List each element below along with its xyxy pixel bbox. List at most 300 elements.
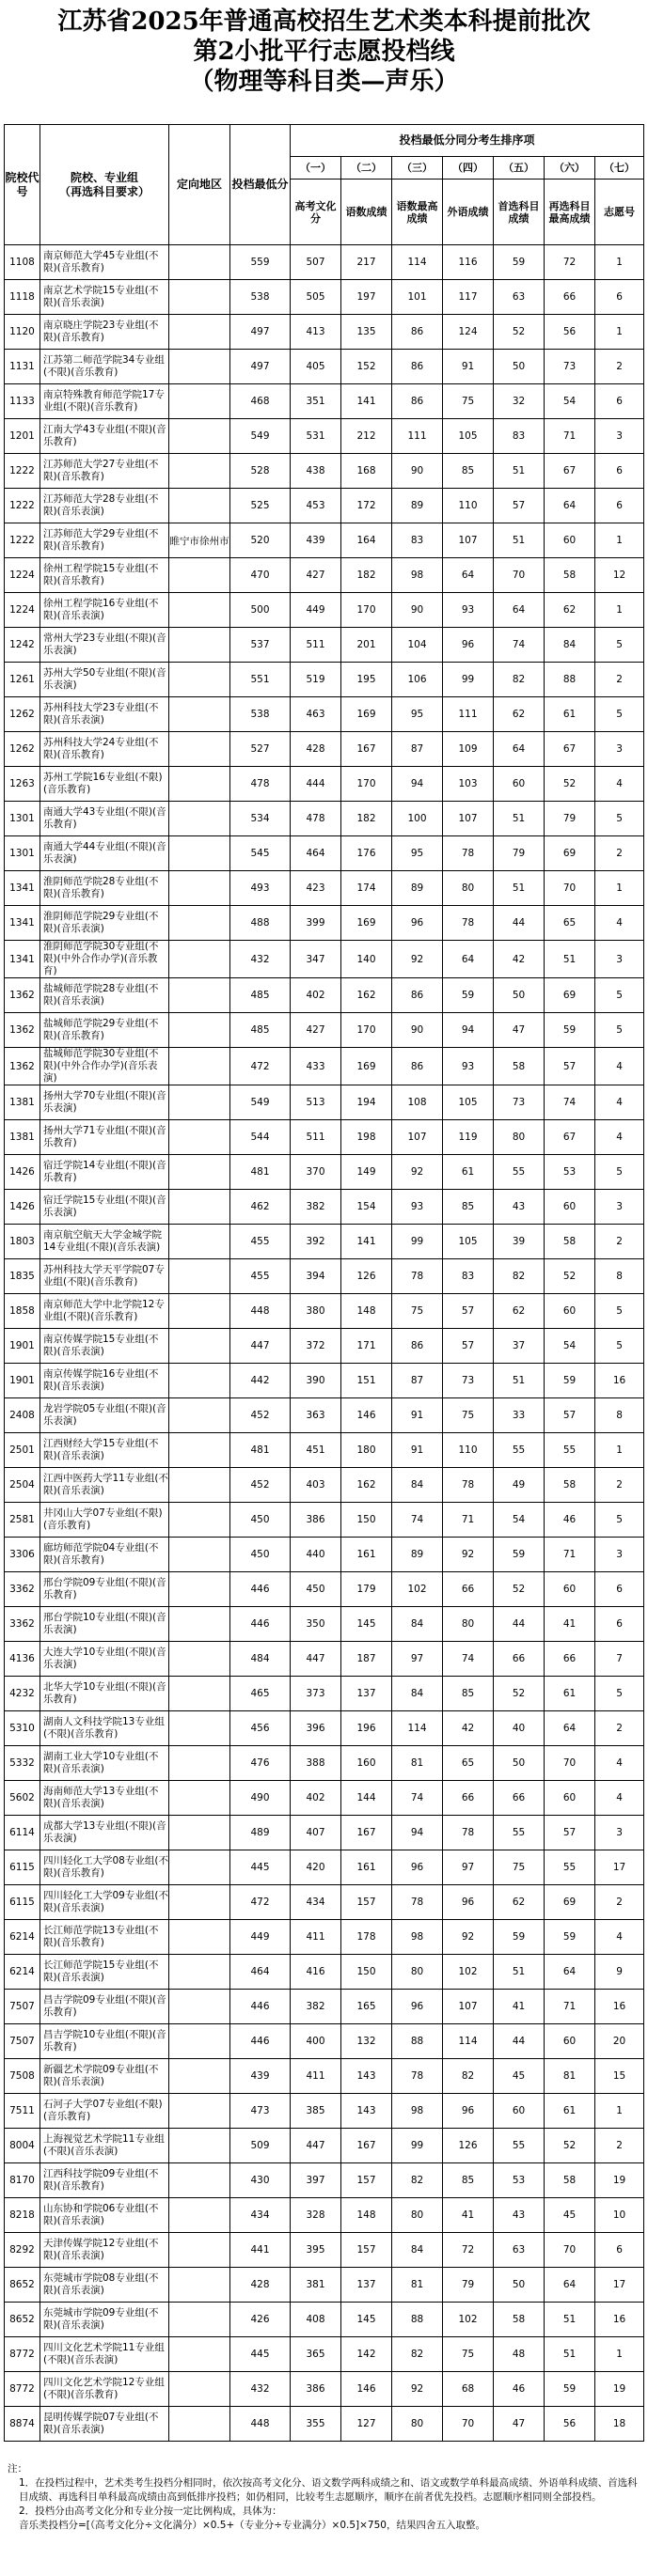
cell-c1: 531 <box>291 419 341 454</box>
cell-code: 1362 <box>5 1013 40 1048</box>
header-name <box>40 125 169 245</box>
cell-region <box>169 1711 230 1746</box>
cell-c7: 5 <box>595 697 644 732</box>
cell-c7: 5 <box>595 1013 644 1048</box>
cell-c5: 50 <box>494 2268 545 2303</box>
cell-c7: 3 <box>595 732 644 767</box>
cell-name: 淮阴师范学院29专业组(不限)(音乐表演) <box>40 906 169 941</box>
cell-region <box>169 871 230 906</box>
table-row <box>5 523 644 558</box>
cell-c1: 438 <box>291 454 341 489</box>
cell-name: 四川文化艺术学院12专业组(不限)(音乐教育) <box>40 2372 169 2407</box>
cell-c7: 5 <box>595 802 644 836</box>
cell-name: 长江师范学院13专业组(不限)(音乐教育) <box>40 1920 169 1955</box>
cell-c6: 64 <box>545 1711 595 1746</box>
cell-c3: 96 <box>392 906 443 941</box>
cell-score: 455 <box>230 1259 291 1294</box>
cell-score: 544 <box>230 1120 291 1155</box>
cell-c5: 75 <box>494 1850 545 1885</box>
cell-c5: 45 <box>494 2059 545 2094</box>
cell-c5: 55 <box>494 1433 545 1468</box>
cell-c7: 1 <box>595 593 644 628</box>
cell-c3: 92 <box>392 941 443 978</box>
cell-score: 450 <box>230 1503 291 1538</box>
cell-c2: 145 <box>341 2303 392 2337</box>
cell-region <box>169 1398 230 1433</box>
header-sublabel-7: 志愿号 <box>595 180 644 245</box>
cell-c4: 85 <box>443 2163 494 2198</box>
cell-name: 江南大学43专业组(不限)(音乐教育) <box>40 419 169 454</box>
table-row <box>5 489 644 523</box>
cell-c2: 145 <box>341 1607 392 1642</box>
cell-region <box>169 1781 230 1816</box>
cell-c2: 168 <box>341 454 392 489</box>
cell-c5: 59 <box>494 245 545 280</box>
cell-c5: 48 <box>494 2337 545 2372</box>
cell-c6: 74 <box>545 1085 595 1120</box>
cell-region <box>169 2233 230 2268</box>
cell-score: 485 <box>230 978 291 1013</box>
table-row <box>5 1225 644 1259</box>
cell-code: 1341 <box>5 941 40 978</box>
cell-c1: 464 <box>291 836 341 871</box>
cell-c4: 41 <box>443 2198 494 2233</box>
cell-name: 南京传媒学院15专业组(不限)(音乐表演) <box>40 1329 169 1364</box>
cell-c4: 94 <box>443 1013 494 1048</box>
cell-c7: 2 <box>595 1225 644 1259</box>
cell-c3: 89 <box>392 1538 443 1572</box>
cell-c4: 114 <box>443 2024 494 2059</box>
cell-c1: 433 <box>291 1048 341 1085</box>
cell-code: 1222 <box>5 523 40 558</box>
cell-c1: 411 <box>291 1920 341 1955</box>
cell-c6: 64 <box>545 2268 595 2303</box>
cell-region <box>169 1120 230 1155</box>
cell-c5: 40 <box>494 1711 545 1746</box>
cell-c2: 172 <box>341 489 392 523</box>
cell-c4: 105 <box>443 1085 494 1120</box>
cell-c7: 4 <box>595 906 644 941</box>
cell-c3: 86 <box>392 1329 443 1364</box>
cell-c3: 99 <box>392 1225 443 1259</box>
cell-name: 昆明传媒学院07专业组(不限)(音乐表演) <box>40 2407 169 2442</box>
cell-c5: 83 <box>494 419 545 454</box>
cell-score: 472 <box>230 1885 291 1920</box>
cell-region <box>169 2268 230 2303</box>
cell-c3: 107 <box>392 1120 443 1155</box>
cell-name: 江苏师范大学28专业组(不限)(音乐表演) <box>40 489 169 523</box>
cell-c6: 71 <box>545 1990 595 2024</box>
cell-code: 6214 <box>5 1920 40 1955</box>
cell-c5: 52 <box>494 315 545 350</box>
cell-c3: 94 <box>392 767 443 802</box>
cell-c1: 385 <box>291 2094 341 2129</box>
cell-code: 5332 <box>5 1746 40 1781</box>
table-row <box>5 978 644 1013</box>
cell-score: 432 <box>230 2372 291 2407</box>
cell-name: 昌吉学院09专业组(不限)(音乐教育) <box>40 1990 169 2024</box>
cell-score: 473 <box>230 2094 291 2129</box>
page-title-line-2: 第2小批平行志愿投档线 <box>193 38 455 66</box>
cell-score: 439 <box>230 2059 291 2094</box>
cell-c1: 380 <box>291 1294 341 1329</box>
table-row <box>5 628 644 663</box>
cell-region <box>169 1850 230 1885</box>
cell-c1: 386 <box>291 1503 341 1538</box>
table-row <box>5 315 644 350</box>
cell-c2: 169 <box>341 697 392 732</box>
table-row <box>5 1085 644 1120</box>
table-row <box>5 558 644 593</box>
cell-code: 8218 <box>5 2198 40 2233</box>
cell-score: 489 <box>230 1816 291 1850</box>
table-row <box>5 1503 644 1538</box>
cell-name: 南通大学44专业组(不限)(音乐表演) <box>40 836 169 871</box>
cell-c5: 52 <box>494 1572 545 1607</box>
cell-c4: 78 <box>443 1468 494 1503</box>
cell-c4: 71 <box>443 1503 494 1538</box>
cell-c3: 84 <box>392 2233 443 2268</box>
cell-c6: 60 <box>545 1190 595 1225</box>
cell-c5: 44 <box>494 2024 545 2059</box>
cell-score: 488 <box>230 906 291 941</box>
cell-c2: 150 <box>341 1955 392 1990</box>
cell-c2: 170 <box>341 1013 392 1048</box>
cell-c7: 1 <box>595 245 644 280</box>
cell-code: 1803 <box>5 1225 40 1259</box>
cell-c4: 107 <box>443 523 494 558</box>
cell-score: 452 <box>230 1398 291 1433</box>
cell-c3: 95 <box>392 836 443 871</box>
cell-region <box>169 593 230 628</box>
cell-c2: 135 <box>341 315 392 350</box>
cell-c5: 44 <box>494 1607 545 1642</box>
cell-c7: 16 <box>595 1364 644 1398</box>
cell-c6: 67 <box>545 1120 595 1155</box>
cell-c4: 61 <box>443 1155 494 1190</box>
table-row <box>5 1955 644 1990</box>
cell-c7: 3 <box>595 941 644 978</box>
cell-score: 500 <box>230 593 291 628</box>
cell-name: 四川轻化工大学08专业组(不限)(音乐教育) <box>40 1850 169 1885</box>
header-region: 定向地区 <box>169 125 230 245</box>
cell-c2: 146 <box>341 2372 392 2407</box>
cell-c4: 91 <box>443 350 494 384</box>
cell-score: 446 <box>230 2024 291 2059</box>
cell-c4: 78 <box>443 1816 494 1850</box>
cell-code: 1362 <box>5 1048 40 1085</box>
cell-code: 7508 <box>5 2059 40 2094</box>
cell-c2: 126 <box>341 1259 392 1294</box>
cell-code: 3306 <box>5 1538 40 1572</box>
cell-c5: 55 <box>494 1816 545 1850</box>
cell-c4: 65 <box>443 1746 494 1781</box>
cell-c7: 1 <box>595 315 644 350</box>
cell-code: 1262 <box>5 732 40 767</box>
cell-name: 苏州科技大学24专业组(不限)(音乐教育) <box>40 732 169 767</box>
cell-code: 1133 <box>5 384 40 419</box>
cell-c6: 51 <box>545 2303 595 2337</box>
cell-code: 2501 <box>5 1433 40 1468</box>
cell-c4: 75 <box>443 2337 494 2372</box>
cell-c1: 382 <box>291 1190 341 1225</box>
table-row <box>5 2337 644 2372</box>
cell-c6: 60 <box>545 523 595 558</box>
table-row <box>5 593 644 628</box>
cell-c5: 63 <box>494 2233 545 2268</box>
cell-c4: 85 <box>443 1190 494 1225</box>
cell-c2: 140 <box>341 941 392 978</box>
cell-c7: 6 <box>595 1607 644 1642</box>
cell-c3: 90 <box>392 593 443 628</box>
cell-score: 448 <box>230 2407 291 2442</box>
cell-code: 1222 <box>5 489 40 523</box>
cell-score: 476 <box>230 1746 291 1781</box>
table-row <box>5 1885 644 1920</box>
header-tiebreak-group: 投档最低分同分考生排序项 <box>291 125 644 157</box>
cell-name: 江西中医药大学11专业组(不限)(音乐表演) <box>40 1468 169 1503</box>
cell-c7: 3 <box>595 419 644 454</box>
table-row <box>5 2094 644 2129</box>
cell-region <box>169 1538 230 1572</box>
cell-c3: 93 <box>392 1190 443 1225</box>
cell-score: 445 <box>230 2337 291 2372</box>
cell-c3: 82 <box>392 2337 443 2372</box>
cell-code: 6115 <box>5 1885 40 1920</box>
table-row <box>5 2163 644 2198</box>
cell-c6: 57 <box>545 1398 595 1433</box>
table-row <box>5 1850 644 1885</box>
cell-c5: 60 <box>494 767 545 802</box>
cell-c4: 64 <box>443 941 494 978</box>
cell-c7: 6 <box>595 1572 644 1607</box>
cell-c2: 180 <box>341 1433 392 1468</box>
header-code: 院校代号 <box>5 125 40 245</box>
cell-c4: 75 <box>443 384 494 419</box>
cell-score: 445 <box>230 1850 291 1885</box>
cell-c2: 151 <box>341 1364 392 1398</box>
cell-c5: 44 <box>494 906 545 941</box>
cell-score: 545 <box>230 836 291 871</box>
cell-c4: 93 <box>443 1048 494 1085</box>
cell-c2: 170 <box>341 767 392 802</box>
cell-name: 江苏师范大学27专业组(不限)(音乐教育) <box>40 454 169 489</box>
cell-c5: 62 <box>494 697 545 732</box>
cell-c6: 52 <box>545 1259 595 1294</box>
cell-c3: 114 <box>392 245 443 280</box>
cell-c7: 19 <box>595 2372 644 2407</box>
cell-name: 江苏师范大学29专业组(不限)(音乐教育) <box>40 523 169 558</box>
cell-c3: 88 <box>392 2303 443 2337</box>
cell-c4: 117 <box>443 280 494 315</box>
table-row <box>5 350 644 384</box>
cell-c2: 143 <box>341 2059 392 2094</box>
header-subnum-2: （二） <box>341 157 392 180</box>
cell-region <box>169 1364 230 1398</box>
cell-c3: 81 <box>392 2268 443 2303</box>
cell-name: 江西财经大学15专业组(不限)(音乐表演) <box>40 1433 169 1468</box>
cell-c2: 161 <box>341 1850 392 1885</box>
cell-c3: 74 <box>392 1781 443 1816</box>
cell-c7: 7 <box>595 1642 644 1677</box>
cell-c4: 79 <box>443 2268 494 2303</box>
cell-code: 8292 <box>5 2233 40 2268</box>
cell-c4: 73 <box>443 1364 494 1398</box>
cell-score: 485 <box>230 1013 291 1048</box>
cell-c2: 162 <box>341 1468 392 1503</box>
cell-c5: 43 <box>494 2198 545 2233</box>
cell-c7: 4 <box>595 1048 644 1085</box>
cell-name: 江西科技学院09专业组(不限)(音乐教育) <box>40 2163 169 2198</box>
table-row <box>5 2268 644 2303</box>
table-row <box>5 1816 644 1850</box>
cell-c1: 328 <box>291 2198 341 2233</box>
cell-c3: 86 <box>392 978 443 1013</box>
cell-c7: 1 <box>595 871 644 906</box>
cell-c6: 84 <box>545 628 595 663</box>
cell-c6: 46 <box>545 1503 595 1538</box>
cell-c1: 365 <box>291 2337 341 2372</box>
cell-c6: 61 <box>545 1677 595 1711</box>
cell-c2: 137 <box>341 1677 392 1711</box>
cell-code: 1426 <box>5 1155 40 1190</box>
cell-name: 成都大学13专业组(不限)(音乐表演) <box>40 1816 169 1850</box>
cell-score: 449 <box>230 1920 291 1955</box>
cell-c6: 60 <box>545 2024 595 2059</box>
cell-c6: 41 <box>545 1607 595 1642</box>
cell-score: 446 <box>230 1572 291 1607</box>
cell-c5: 66 <box>494 1781 545 1816</box>
cell-c2: 160 <box>341 1746 392 1781</box>
cell-c4: 107 <box>443 802 494 836</box>
cell-c3: 80 <box>392 2198 443 2233</box>
cell-c6: 59 <box>545 1364 595 1398</box>
cell-c7: 5 <box>595 978 644 1013</box>
cell-c2: 165 <box>341 1990 392 2024</box>
cell-c6: 57 <box>545 1048 595 1085</box>
cell-code: 1301 <box>5 802 40 836</box>
cell-region <box>169 1503 230 1538</box>
table-row <box>5 454 644 489</box>
cell-score: 464 <box>230 1955 291 1990</box>
cell-c5: 58 <box>494 1048 545 1085</box>
cell-c6: 59 <box>545 1013 595 1048</box>
cell-c3: 99 <box>392 2129 443 2163</box>
cell-c2: 201 <box>341 628 392 663</box>
table-row <box>5 2059 644 2094</box>
cell-code: 1262 <box>5 697 40 732</box>
cell-c1: 444 <box>291 767 341 802</box>
cell-c3: 87 <box>392 732 443 767</box>
cell-c2: 187 <box>341 1642 392 1677</box>
cell-score: 520 <box>230 523 291 558</box>
cell-c7: 1 <box>595 2094 644 2129</box>
cell-name: 南通大学43专业组(不限)(音乐教育) <box>40 802 169 836</box>
cell-c5: 51 <box>494 454 545 489</box>
cell-c7: 3 <box>595 1816 644 1850</box>
cell-c5: 50 <box>494 978 545 1013</box>
cell-region <box>169 1955 230 1990</box>
cell-code: 1118 <box>5 280 40 315</box>
cell-code: 1108 <box>5 245 40 280</box>
cell-name: 淮阴师范学院30专业组(不限)(中外合作办学)(音乐教育) <box>40 941 169 978</box>
header-sublabel-2: 语数成绩 <box>341 180 392 245</box>
cell-c4: 119 <box>443 1120 494 1155</box>
cell-c7: 5 <box>595 1677 644 1711</box>
cell-c4: 107 <box>443 1990 494 2024</box>
header-subnum-7: （七） <box>595 157 644 180</box>
cell-c3: 92 <box>392 2372 443 2407</box>
cell-region <box>169 419 230 454</box>
table-row <box>5 1677 644 1711</box>
cell-c3: 91 <box>392 1433 443 1468</box>
cell-region <box>169 1155 230 1190</box>
cell-region <box>169 315 230 350</box>
cell-c6: 54 <box>545 1329 595 1364</box>
cell-code: 1341 <box>5 906 40 941</box>
cell-c7: 5 <box>595 1294 644 1329</box>
cell-c6: 55 <box>545 1850 595 1885</box>
cell-c2: 137 <box>341 2268 392 2303</box>
cell-c2: 157 <box>341 2233 392 2268</box>
cell-code: 8772 <box>5 2337 40 2372</box>
cell-code: 1901 <box>5 1329 40 1364</box>
cell-name: 天津传媒学院12专业组(不限)(音乐表演) <box>40 2233 169 2268</box>
cell-name: 盐城师范学院29专业组(不限)(音乐教育) <box>40 1013 169 1048</box>
cell-c3: 101 <box>392 280 443 315</box>
cell-c2: 176 <box>341 836 392 871</box>
cell-region <box>169 454 230 489</box>
cell-c4: 96 <box>443 2094 494 2129</box>
cell-c6: 70 <box>545 871 595 906</box>
cell-c6: 69 <box>545 836 595 871</box>
cell-code: 2408 <box>5 1398 40 1433</box>
table-row <box>5 663 644 697</box>
cell-c2: 141 <box>341 384 392 419</box>
cell-score: 456 <box>230 1711 291 1746</box>
table-row <box>5 1294 644 1329</box>
cell-c5: 59 <box>494 1538 545 1572</box>
cell-score: 428 <box>230 2268 291 2303</box>
cell-c7: 1 <box>595 1433 644 1468</box>
cell-c7: 4 <box>595 767 644 802</box>
cell-c3: 90 <box>392 1013 443 1048</box>
cell-name: 石河子大学07专业组(不限)(音乐教育) <box>40 2094 169 2129</box>
cell-c5: 50 <box>494 1746 545 1781</box>
cell-c6: 52 <box>545 2129 595 2163</box>
cell-c1: 407 <box>291 1816 341 1850</box>
cell-region <box>169 1607 230 1642</box>
table-row <box>5 2372 644 2407</box>
cell-c2: 170 <box>341 593 392 628</box>
cell-c1: 373 <box>291 1677 341 1711</box>
cell-c1: 439 <box>291 523 341 558</box>
cell-c6: 58 <box>545 558 595 593</box>
cell-region <box>169 1920 230 1955</box>
cell-code: 6114 <box>5 1816 40 1850</box>
cell-code: 3362 <box>5 1572 40 1607</box>
cell-region <box>169 1885 230 1920</box>
cell-region <box>169 628 230 663</box>
cell-name: 南京传媒学院16专业组(不限)(音乐表演) <box>40 1364 169 1398</box>
cell-name: 宿迁学院15专业组(不限)(音乐表演) <box>40 1190 169 1225</box>
cell-name: 龙岩学院05专业组(不限)(音乐表演) <box>40 1398 169 1433</box>
cell-c4: 103 <box>443 767 494 802</box>
cell-name: 邢台学院09专业组(不限)(音乐教育) <box>40 1572 169 1607</box>
cell-c4: 116 <box>443 245 494 280</box>
table-row <box>5 1364 644 1398</box>
cell-c3: 111 <box>392 419 443 454</box>
